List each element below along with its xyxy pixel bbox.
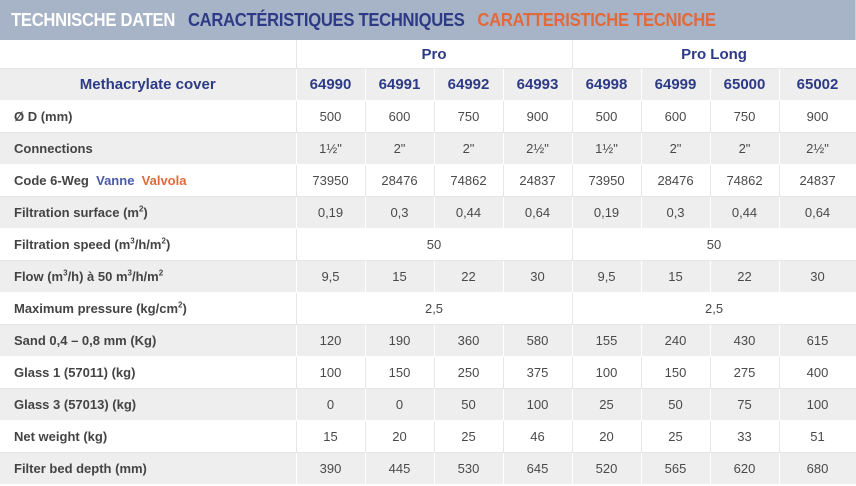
table-row [0, 229, 856, 261]
title-german: TECHNISCHE DATEN [11, 9, 176, 30]
table-cell: 750 [710, 101, 779, 133]
table-cell: 0 [296, 389, 365, 421]
table-cell: 28476 [641, 165, 710, 197]
table-cell: 2" [365, 133, 434, 165]
row-label-italian: Valvola [141, 173, 187, 188]
table-cell: 445 [365, 453, 434, 485]
label-superscript: 3 [127, 268, 132, 278]
label-superscript: 2 [178, 300, 183, 310]
label-superscript: 2 [161, 236, 166, 246]
table-cell: 120 [296, 325, 365, 357]
models-row-label: Methacrylate cover [0, 69, 296, 101]
row-label-text: /h/m [134, 237, 162, 252]
models-row [0, 69, 856, 101]
row-label-text: Glass 3 (57013) (kg) [14, 397, 137, 412]
table-row [0, 389, 856, 421]
table-cell: 15 [365, 261, 434, 293]
title-italian: CARATTERISTICHE TECNICHE [477, 9, 716, 30]
row-label-text: /h/m [131, 269, 159, 284]
table-cell: 520 [572, 453, 641, 485]
model-number: 64990 [296, 69, 365, 101]
table-cell: 51 [779, 421, 856, 453]
table-cell: 2½" [503, 133, 572, 165]
row-label [0, 293, 296, 325]
table-row [0, 165, 856, 197]
row-label [0, 229, 296, 261]
table-cell: 28476 [365, 165, 434, 197]
table-cell: 75 [710, 389, 779, 421]
table-cell: 73950 [572, 165, 641, 197]
table-cell: 9,5 [296, 261, 365, 293]
row-label-text: Code 6-Weg [14, 173, 89, 188]
row-label-french: Vanne [96, 173, 135, 188]
model-number: 64999 [641, 69, 710, 101]
table-cell: 1½" [572, 133, 641, 165]
row-label-text: Connections [14, 141, 93, 156]
table-cell: 25 [434, 421, 503, 453]
table-cell: 680 [779, 453, 856, 485]
table-cell: 0,3 [365, 197, 434, 229]
row-label [0, 421, 296, 453]
table-cell: 30 [779, 261, 856, 293]
table-row [0, 261, 856, 293]
row-label-text: Maximum pressure (kg/cm [14, 301, 179, 316]
row-label-text: Ø D (mm) [14, 109, 73, 124]
table-cell: 100 [503, 389, 572, 421]
table-cell: 750 [434, 101, 503, 133]
table-cell: 620 [710, 453, 779, 485]
group-pro: Pro [296, 40, 572, 69]
table-cell: 50 [434, 389, 503, 421]
row-label-text: ) [165, 237, 171, 252]
table-cell: 33 [710, 421, 779, 453]
row-label [0, 453, 296, 485]
table-cell: 0,64 [503, 197, 572, 229]
table-cell: 360 [434, 325, 503, 357]
row-label-text: Filtration surface (m [14, 205, 139, 220]
table-cell: 645 [503, 453, 572, 485]
label-superscript: 3 [130, 236, 135, 246]
model-number: 64993 [503, 69, 572, 101]
label-superscript: 2 [158, 268, 164, 278]
table-cell: 73950 [296, 165, 365, 197]
table-cell: 9,5 [572, 261, 641, 293]
row-label-text: Net weight (kg) [14, 429, 108, 444]
table-cell-merged: 2,5 [296, 293, 572, 325]
table-cell: 1½" [296, 133, 365, 165]
table-cell: 275 [710, 357, 779, 389]
model-number: 65002 [779, 69, 856, 101]
table-cell: 250 [434, 357, 503, 389]
model-number: 64991 [365, 69, 434, 101]
table-cell: 25 [572, 389, 641, 421]
table-cell: 24837 [779, 165, 856, 197]
table-cell: 0,19 [296, 197, 365, 229]
table-cell: 22 [710, 261, 779, 293]
row-label [0, 133, 296, 165]
table-cell: 580 [503, 325, 572, 357]
table-cell: 22 [434, 261, 503, 293]
table-cell: 2" [710, 133, 779, 165]
table-cell: 600 [641, 101, 710, 133]
label-superscript: 3 [63, 268, 68, 278]
table-cell: 600 [365, 101, 434, 133]
table-cell: 155 [572, 325, 641, 357]
table-cell: 15 [641, 261, 710, 293]
table-row [0, 133, 856, 165]
technical-data-table [0, 40, 856, 485]
group-header-empty [0, 40, 296, 69]
table-cell: 400 [779, 357, 856, 389]
label-superscript: 2 [138, 204, 144, 214]
title-bar [0, 0, 856, 40]
row-label-text: ) [182, 301, 187, 316]
row-label-text: Glass 1 (57011) (kg) [14, 365, 136, 380]
row-label [0, 165, 296, 197]
table-row [0, 357, 856, 389]
table-cell: 2" [434, 133, 503, 165]
title-french: CARACTÉRISTIQUES TECHNIQUES [187, 9, 465, 30]
table-cell: 900 [779, 101, 856, 133]
table-cell: 20 [572, 421, 641, 453]
table-cell: 25 [641, 421, 710, 453]
table-cell: 150 [641, 357, 710, 389]
table-cell: 500 [296, 101, 365, 133]
table-row [0, 325, 856, 357]
table-row [0, 453, 856, 485]
table-cell: 74862 [710, 165, 779, 197]
row-label-text: ) [143, 205, 148, 220]
table-cell: 530 [434, 453, 503, 485]
table-cell: 2½" [779, 133, 856, 165]
table-cell: 2" [641, 133, 710, 165]
row-label-text: Filtration speed (m [14, 237, 131, 252]
table-cell: 24837 [503, 165, 572, 197]
table-cell-merged: 50 [572, 229, 856, 261]
table-row [0, 101, 856, 133]
row-label-text: Filter bed depth (mm) [14, 461, 147, 476]
row-label [0, 197, 296, 229]
table-row [0, 197, 856, 229]
model-number: 64992 [434, 69, 503, 101]
table-cell: 0,44 [710, 197, 779, 229]
row-label [0, 357, 296, 389]
model-number: 64998 [572, 69, 641, 101]
table-cell: 375 [503, 357, 572, 389]
table-cell: 390 [296, 453, 365, 485]
table-cell: 900 [503, 101, 572, 133]
table-cell: 0,64 [779, 197, 856, 229]
table-cell: 20 [365, 421, 434, 453]
row-label [0, 101, 296, 133]
row-label [0, 389, 296, 421]
table-cell: 500 [572, 101, 641, 133]
row-label-text: Flow (m [14, 269, 64, 284]
table-row [0, 421, 856, 453]
table-cell: 0,44 [434, 197, 503, 229]
table-cell-merged: 50 [296, 229, 572, 261]
table-cell: 74862 [434, 165, 503, 197]
table-cell: 50 [641, 389, 710, 421]
table-cell: 615 [779, 325, 856, 357]
table-cell-merged: 2,5 [572, 293, 856, 325]
table-cell: 30 [503, 261, 572, 293]
row-label-text: Sand 0,4 – 0,8 mm (Kg) [14, 333, 157, 348]
table-cell: 0 [365, 389, 434, 421]
model-number: 65000 [710, 69, 779, 101]
table-cell: 0,19 [572, 197, 641, 229]
table-cell: 100 [779, 389, 856, 421]
row-label-text: /h) à 50 m [67, 269, 128, 284]
row-label [0, 261, 296, 293]
table-cell: 100 [296, 357, 365, 389]
table-cell: 240 [641, 325, 710, 357]
group-header-row [0, 40, 856, 69]
table-cell: 430 [710, 325, 779, 357]
table-cell: 565 [641, 453, 710, 485]
row-label [0, 325, 296, 357]
group-pro-long: Pro Long [572, 40, 856, 69]
table-row [0, 293, 856, 325]
table-cell: 46 [503, 421, 572, 453]
table-cell: 100 [572, 357, 641, 389]
table-cell: 190 [365, 325, 434, 357]
table-cell: 15 [296, 421, 365, 453]
table-cell: 150 [365, 357, 434, 389]
table-cell: 0,3 [641, 197, 710, 229]
